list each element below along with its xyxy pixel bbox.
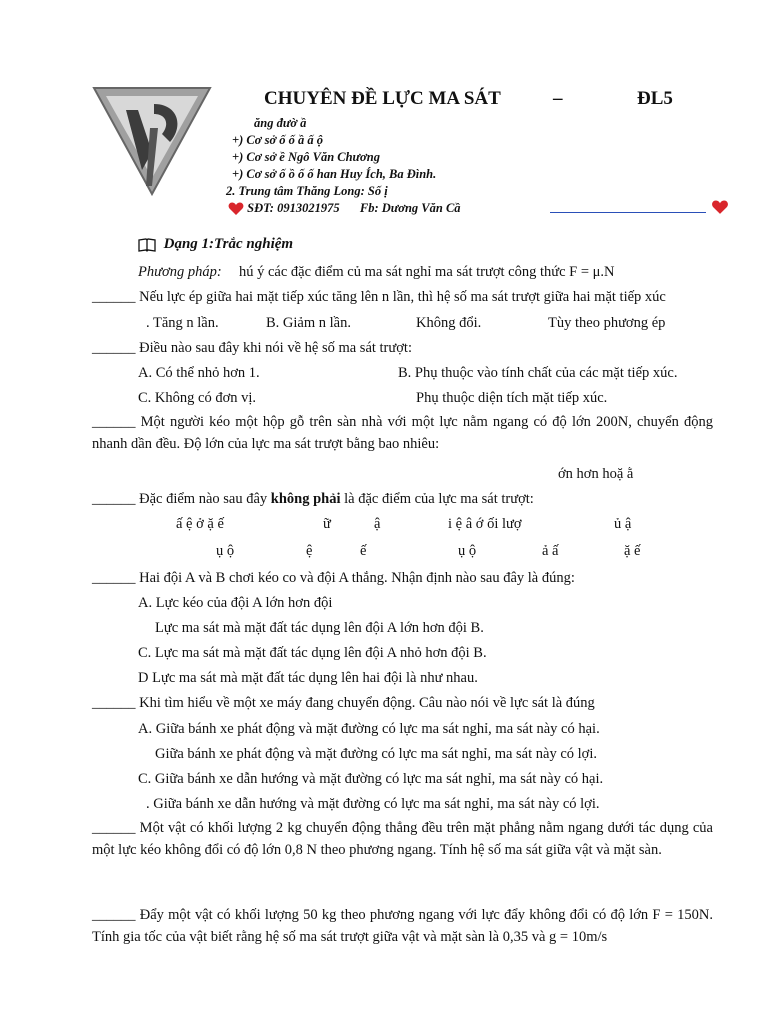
option-d: D Lực ma sát mà mặt đất tác dụng lên hai đội là như nhau.	[138, 670, 478, 686]
question-1	[92, 289, 666, 306]
info-line-1: ăng đườ ầ	[254, 116, 307, 130]
option-a: A. Lực kéo của đội A lớn hơn đội	[138, 595, 333, 611]
question-text: Khi tìm hiểu về một xe máy đang chuyển động. Câu nào nói về lực sát là đúng	[139, 695, 595, 711]
info-line-5: 2. Trung tâm Thăng Long: Số ị	[226, 184, 388, 198]
option-fragment: ụ ộ	[458, 543, 477, 559]
option-a: A. Có thể nhỏ hơn 1.	[138, 365, 260, 381]
question-6	[92, 695, 595, 712]
option-c: C. Giữa bánh xe dẫn hướng và mặt đường có lực ma sát nghỉ, ma sát này có hại.	[138, 771, 604, 787]
question-text: Nếu lực ép giữa hai mặt tiếp xúc tăng lên n lần, thì hệ số ma sát trượt giữa hai mặt tiếp xúc	[139, 289, 666, 305]
question-3	[92, 411, 713, 455]
answer-blank: ______	[92, 907, 136, 923]
question-text-emphasis: không phải	[270, 491, 341, 507]
question-text: Đẩy một vật có khối lượng 50 kg theo phương ngang với lực đẩy không đổi có độ lớn F = 150N. Tính gia tốc của vật biết rằng hệ số ma sát trượt giữa vật và mặt sàn là 0,35 và g = 10m/s	[92, 907, 713, 945]
question-4	[92, 491, 534, 508]
answer-blank: ______	[92, 820, 136, 836]
option-fragment: ệ	[306, 543, 313, 559]
method-text: hú ý các đặc điểm củ ma sát nghỉ ma sát trượt công thức F = μ.N	[238, 264, 615, 280]
option-b: Lực ma sát mà mặt đất tác dụng lên đội A lớn hơn đội B.	[155, 620, 484, 636]
question-text: Một người kéo một hộp gỗ trên sàn nhà với một lực nằm ngang có độ lớn 200N, chuyển động nhanh dần đều. Độ lớn của lực ma sát trượt bằng bao nhiêu:	[92, 414, 714, 452]
question-text: Một vật có khối lượng 2 kg chuyển động thẳng đều trên mặt phẳng nằm ngang dưới tác dụng của một lực kéo không đổi có độ lớn 0,8 N theo phương ngang. Tính hệ số ma sát giữa vật và mặt sàn.	[92, 820, 713, 858]
answer-blank: ______	[92, 491, 136, 507]
option-fragment: ụ ộ	[216, 543, 235, 559]
question-7	[92, 817, 713, 861]
question-8	[92, 904, 713, 948]
answer-blank: ______	[92, 414, 136, 430]
option-fragment: ủ ậ	[614, 516, 632, 532]
option-fragment: ặ ế	[624, 543, 641, 559]
header-link-underline	[550, 212, 706, 213]
info-line-2: +) Cơ sở ố ố ầ ấ ộ	[232, 133, 324, 147]
option-fragment: i ệ â ớ ối lượ	[448, 516, 522, 532]
heart-icon	[228, 202, 244, 216]
info-line-3: +) Cơ sở ề Ngô Văn Chương	[232, 150, 380, 164]
method-label: Phương pháp:	[138, 264, 222, 280]
option-fragment: ậ	[374, 516, 381, 532]
page-title: CHUYÊN ĐỀ LỰC MA SÁT	[264, 88, 501, 109]
answer-blank: ______	[92, 289, 136, 305]
heart-icon	[711, 200, 729, 215]
answer-blank: ______	[92, 695, 136, 711]
option-a: . Tăng n lần.	[146, 315, 219, 331]
info-line-4: +) Cơ sở ố ồ ố ố han Huy Ích, Ba Đình.	[232, 167, 437, 181]
method-line	[138, 264, 615, 281]
option-d: ớn hơn hoặ ằ	[558, 466, 634, 482]
option-a: A. Giữa bánh xe phát động và mặt đường có lực ma sát nghỉ, ma sát này có hại.	[138, 721, 600, 737]
option-fragment: ế	[360, 543, 367, 559]
section-heading-row	[138, 236, 293, 253]
option-c: Không đổi.	[416, 315, 482, 331]
option-d: . Giữa bánh xe dẫn hướng và mặt đường có lực ma sát nghỉ, ma sát này có lợi.	[146, 796, 600, 812]
title-code: ĐL5	[637, 88, 673, 109]
option-fragment: ả ấ	[542, 543, 559, 559]
option-c: C. Lực ma sát mà mặt đất tác dụng lên đội A nhỏ hơn đội B.	[138, 645, 487, 661]
title-dash: –	[553, 88, 563, 109]
question-2	[92, 340, 412, 357]
option-d: Tùy theo phương ép	[548, 315, 666, 331]
section-heading: Dạng 1:Trắc nghiệm	[163, 236, 294, 252]
question-5	[92, 570, 575, 587]
option-b: Giữa bánh xe phát động và mặt đường có lực ma sát nghỉ, ma sát này có lợi.	[155, 746, 597, 762]
contact-facebook: Fb: Dương Văn Cầ	[359, 201, 461, 215]
book-icon	[138, 238, 156, 252]
question-text-post: là đặc điểm của lực ma sát trượt:	[344, 491, 534, 507]
option-fragment: ữ	[323, 516, 331, 532]
contact-phone: SĐT: 0913021975	[247, 201, 340, 215]
question-text: Điều nào sau đây khi nói về hệ số ma sát trượt:	[139, 340, 412, 356]
option-d: Phụ thuộc diện tích mặt tiếp xúc.	[416, 390, 608, 406]
contact-line	[228, 201, 461, 216]
question-text: Hai đội A và B chơi kéo co và đội A thắng. Nhận định nào sau đây là đúng:	[139, 570, 575, 586]
option-b: B. Giảm n lần.	[266, 315, 351, 331]
question-text-pre: Đặc điểm nào sau đây	[139, 491, 268, 507]
answer-blank: ______	[92, 570, 136, 586]
answer-blank: ______	[92, 340, 136, 356]
option-fragment: ấ ệ ở ặ ế	[176, 516, 224, 532]
option-c: C. Không có đơn vị.	[138, 390, 257, 406]
option-b: B. Phụ thuộc vào tính chất của các mặt tiếp xúc.	[398, 365, 678, 381]
logo-image	[92, 86, 212, 198]
